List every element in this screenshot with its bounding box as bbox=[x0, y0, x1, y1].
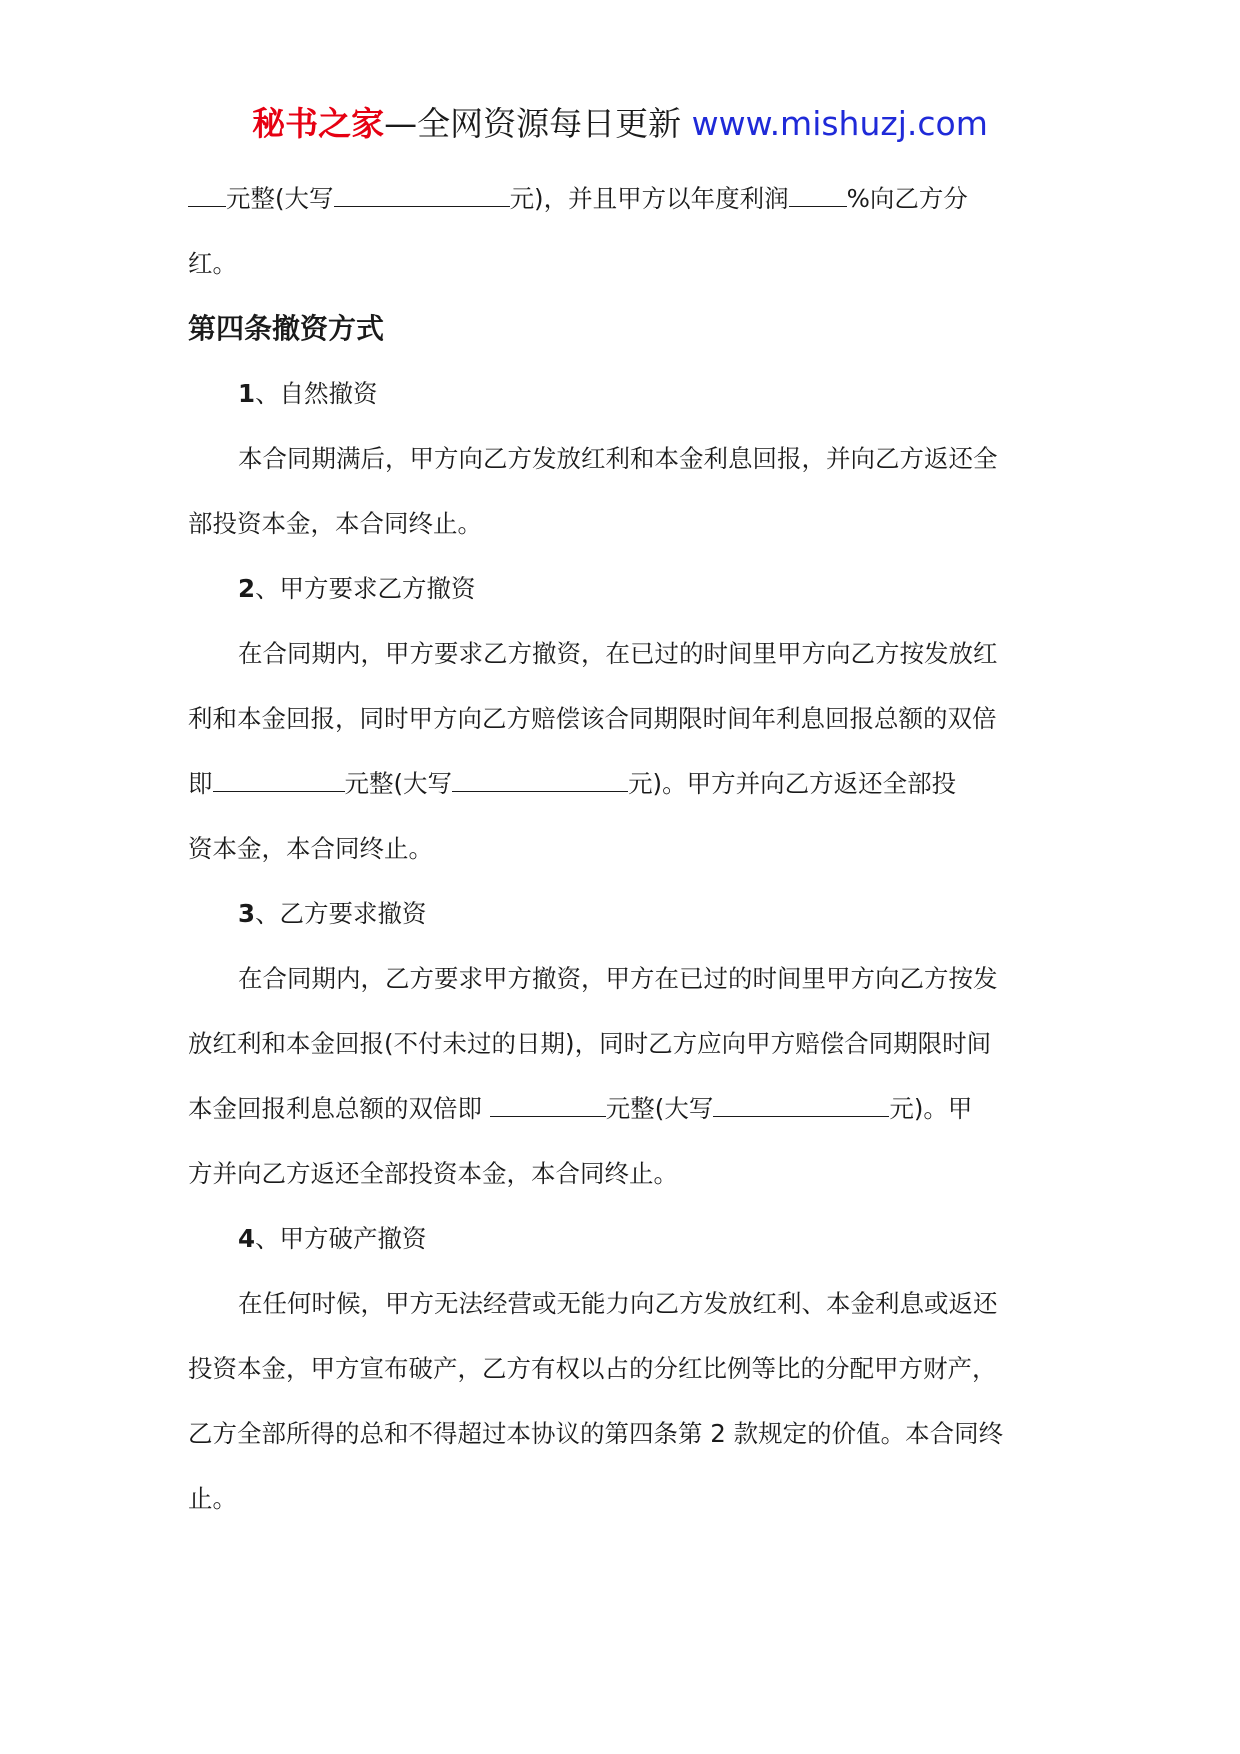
fill-in-blank bbox=[188, 184, 226, 207]
paragraph-line: 利和本金回报，同时甲方向乙方赔偿该合同期限时间年利息回报总额的双倍 bbox=[188, 704, 997, 733]
section-title: 第四条撤资方式 bbox=[188, 312, 385, 345]
site-url-link[interactable]: www.mishuzj.com bbox=[691, 104, 988, 143]
paragraph-line: 部投资本金，本合同终止。 bbox=[188, 509, 482, 538]
clause-heading: 2、甲方要求乙方撤资 bbox=[238, 574, 476, 603]
fill-in-blank bbox=[452, 769, 628, 792]
paragraph-line: 止。 bbox=[188, 1484, 237, 1513]
fill-in-blank bbox=[789, 184, 847, 207]
paragraph-line: 元整(大写 元)，并且甲方以年度利润 %向乙方分 bbox=[188, 166, 1028, 231]
paragraph-line: 乙方全部所得的总和不得超过本协议的第四条第 2 款规定的价值。本合同终 bbox=[188, 1419, 1004, 1448]
clause-heading: 3、乙方要求撤资 bbox=[238, 899, 427, 928]
fill-in-blank bbox=[490, 1094, 606, 1117]
paragraph-line: 投资本金，甲方宣布破产，乙方有权以占的分红比例等比的分配甲方财产， bbox=[188, 1354, 997, 1383]
brand-name: 秘书之家 bbox=[252, 104, 385, 143]
header-tagline: —全网资源每日更新 bbox=[384, 104, 682, 143]
fill-in-blank bbox=[334, 184, 510, 207]
document-body bbox=[188, 166, 1028, 1531]
paragraph-line: 在任何时候，甲方无法经营或无能力向乙方发放红利、本金利息或返还 bbox=[238, 1289, 998, 1318]
fill-in-blank bbox=[213, 769, 345, 792]
paragraph-line: 红。 bbox=[188, 249, 237, 278]
paragraph-line: 放红利和本金回报(不付未过的日期)，同时乙方应向甲方赔偿合同期限时间 bbox=[188, 1029, 992, 1058]
paragraph-line: 本合同期满后，甲方向乙方发放红利和本金利息回报，并向乙方返还全 bbox=[238, 444, 998, 473]
clause-heading: 4、甲方破产撤资 bbox=[238, 1224, 427, 1253]
paragraph-line: 方并向乙方返还全部投资本金，本合同终止。 bbox=[188, 1159, 678, 1188]
clause-heading: 1、自然撤资 bbox=[238, 379, 378, 408]
paragraph-line: 资本金，本合同终止。 bbox=[188, 834, 433, 863]
paragraph-line: 即 元整(大写 元)。甲方并向乙方返还全部投 bbox=[188, 769, 957, 798]
fill-in-blank bbox=[713, 1094, 889, 1117]
paragraph-line: 在合同期内，甲方要求乙方撤资，在已过的时间里甲方向乙方按发放红 bbox=[238, 639, 998, 668]
site-header bbox=[0, 100, 1240, 148]
paragraph-line: 本金回报利息总额的双倍即 元整(大写 元)。甲 bbox=[188, 1094, 973, 1123]
paragraph-line: 在合同期内，乙方要求甲方撤资，甲方在已过的时间里甲方向乙方按发 bbox=[238, 964, 998, 993]
